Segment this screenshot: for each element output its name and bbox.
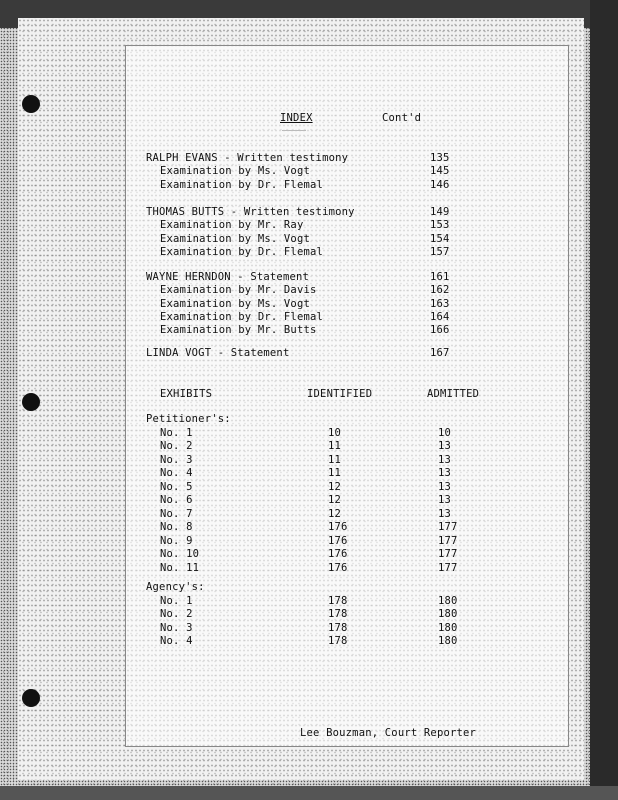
exhibit-number: No. 10 — [160, 548, 200, 560]
exhibit-identified-page: 12 — [328, 494, 342, 506]
scan-edge-bottom — [0, 786, 618, 800]
punch-hole-bottom — [22, 689, 40, 707]
exhibit-admitted-page: 10 — [438, 426, 452, 439]
examination-entry: Examination by Ms. Vogt — [160, 232, 310, 245]
exhibit-admitted-page: 13 — [438, 467, 452, 479]
page-number: 166 — [430, 324, 450, 337]
exhibit-admitted-page: 13 — [438, 453, 452, 466]
page-number: 149 — [430, 206, 450, 218]
examination-entry: Examination by Mr. Davis — [160, 284, 317, 297]
examination-entry: Examination by Mr. Butts — [160, 324, 317, 337]
examination-entry: Examination by Mr. Ray — [160, 219, 304, 232]
admitted-header: ADMITTED — [427, 388, 480, 400]
witness-entry: LINDA VOGT - Statement — [146, 347, 290, 359]
exhibit-identified-page: 178 — [328, 594, 348, 607]
exhibit-identified-page: 11 — [328, 453, 342, 466]
page-number: 162 — [430, 284, 450, 297]
exhibit-admitted-page: 180 — [438, 635, 458, 647]
exhibit-group-label: Agency's: — [146, 581, 205, 593]
exhibit-admitted-page: 13 — [438, 480, 452, 493]
examination-entry: Examination by Ms. Vogt — [160, 165, 310, 178]
page-number: 167 — [430, 347, 450, 359]
exhibit-number: No. 5 — [160, 480, 193, 493]
examination-entry: Examination by Dr. Flemal — [160, 178, 324, 191]
exhibit-admitted-page: 13 — [438, 507, 452, 520]
exhibit-admitted-page: 180 — [438, 621, 458, 634]
scan-edge-right — [590, 0, 618, 800]
page-number: 164 — [430, 310, 450, 323]
punch-hole-top — [22, 95, 40, 113]
exhibit-number: No. 9 — [160, 534, 193, 547]
exhibit-identified-page: 178 — [328, 608, 348, 620]
exhibit-number: No. 6 — [160, 494, 193, 506]
exhibit-admitted-page: 13 — [438, 494, 452, 506]
examination-entry: Examination by Ms. Vogt — [160, 297, 310, 310]
exhibit-number: No. 1 — [160, 426, 193, 439]
exhibit-identified-page: 11 — [328, 467, 342, 479]
exhibit-admitted-page: 180 — [438, 594, 458, 607]
exhibit-identified-page: 176 — [328, 534, 348, 547]
exhibit-admitted-page: 177 — [438, 561, 458, 574]
page-number: 161 — [430, 271, 450, 283]
witness-entry: THOMAS BUTTS - Written testimony — [146, 206, 355, 218]
exhibit-admitted-page: 177 — [438, 548, 458, 560]
exhibit-identified-page: 178 — [328, 635, 348, 647]
exhibit-identified-page: 11 — [328, 440, 342, 452]
exhibit-number: No. 2 — [160, 440, 193, 452]
witness-entry: RALPH EVANS - Written testimony — [146, 152, 349, 164]
exhibit-identified-page: 12 — [328, 507, 342, 520]
examination-entry: Examination by Dr. Flemal — [160, 245, 324, 258]
page-number: 135 — [430, 152, 450, 164]
exhibit-number: No. 8 — [160, 521, 193, 533]
exhibit-identified-page: 176 — [328, 548, 348, 560]
exhibit-identified-page: 178 — [328, 621, 348, 634]
page-number: 146 — [430, 178, 450, 191]
court-reporter-signature: Lee Bouzman, Court Reporter — [300, 727, 477, 739]
exhibit-identified-page: 10 — [328, 426, 342, 439]
exhibits-header: EXHIBITS — [160, 388, 213, 400]
exhibit-number: No. 3 — [160, 621, 193, 634]
exhibit-group-label: Petitioner's: — [146, 413, 231, 425]
exhibit-identified-page: 176 — [328, 521, 348, 533]
index-title: INDEX — [280, 112, 313, 124]
exhibit-number: No. 3 — [160, 453, 193, 466]
examination-entry: Examination by Dr. Flemal — [160, 310, 324, 323]
page-number: 163 — [430, 297, 450, 310]
exhibit-identified-page: 12 — [328, 480, 342, 493]
exhibit-number: No. 7 — [160, 507, 193, 520]
exhibit-number: No. 11 — [160, 561, 200, 574]
exhibit-admitted-page: 177 — [438, 534, 458, 547]
page-number: 153 — [430, 219, 450, 232]
page-number: 154 — [430, 232, 450, 245]
exhibit-number: No. 4 — [160, 467, 193, 479]
identified-header: IDENTIFIED — [307, 388, 373, 400]
continued-label: Cont'd — [382, 112, 422, 124]
punch-hole-middle — [22, 393, 40, 411]
exhibit-number: No. 1 — [160, 594, 193, 607]
title-rule — [282, 130, 306, 131]
witness-entry: WAYNE HERNDON - Statement — [146, 271, 310, 283]
page-number: 157 — [430, 245, 450, 258]
exhibit-number: No. 2 — [160, 608, 193, 620]
exhibit-number: No. 4 — [160, 635, 193, 647]
exhibit-admitted-page: 13 — [438, 440, 452, 452]
page-number: 145 — [430, 165, 450, 178]
exhibit-admitted-page: 180 — [438, 608, 458, 620]
exhibit-admitted-page: 177 — [438, 521, 458, 533]
exhibit-identified-page: 176 — [328, 561, 348, 574]
